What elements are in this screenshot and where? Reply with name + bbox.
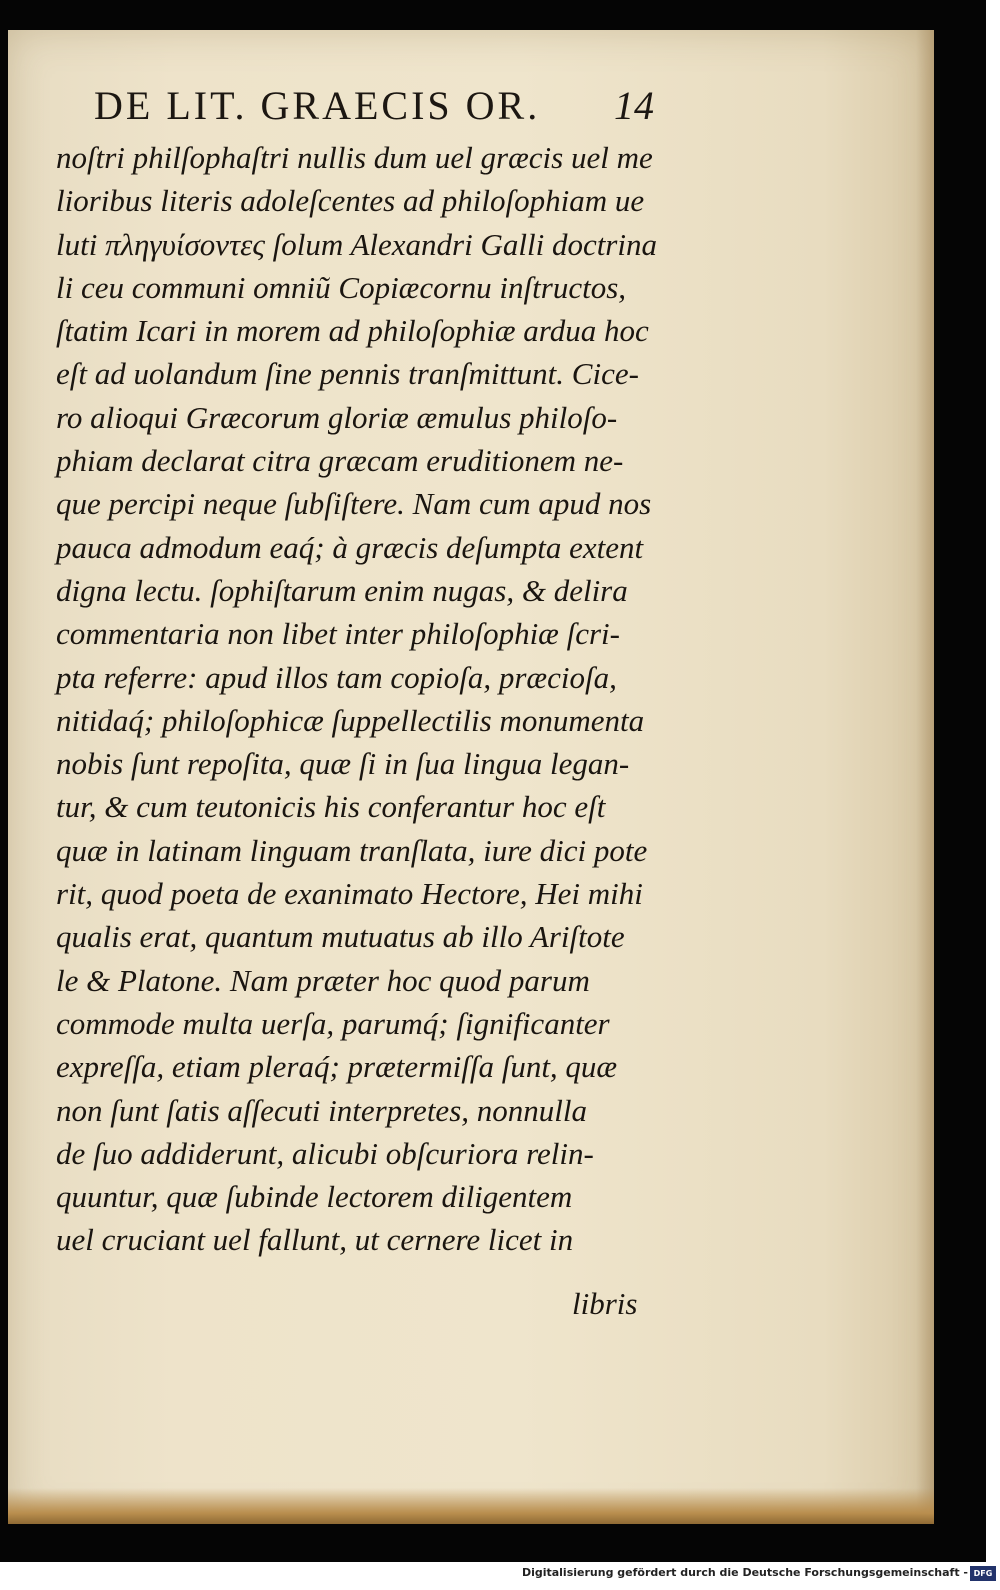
text-line: ro alioqui Græcorum gloriæ æmulus philoſo- [56, 399, 618, 435]
text-line: quæ in latinam linguam tranſlata, iure dici pote [56, 832, 648, 868]
text-line: quuntur, quæ ſubinde lectorem diligentem [56, 1179, 573, 1215]
running-head [94, 82, 654, 142]
text-line: uel cruciant uel fallunt, ut cernere licet in [56, 1222, 574, 1258]
catchword: libris [572, 1286, 638, 1321]
text-line: rit, quod poeta de exanimato Hectore, Hei mihi [56, 876, 643, 912]
text-line: luti πληγυίσοντες ſolum Alexandri Galli doctrina [56, 226, 657, 262]
text-block [56, 136, 696, 1262]
text-line: non ſunt ſatis aſſecuti interpretes, nonnulla [56, 1092, 587, 1128]
funding-credit: Digitalisierung gefördert durch die Deutsche Forschungsgemeinschaft - [521, 1566, 968, 1579]
text-line: le & Platone. Nam præter hoc quod parum [56, 962, 590, 998]
text-line: tur, & cum teutonicis his conferantur hoc eſt [56, 789, 606, 825]
text-line: noſtri philſophaſtri nullis dum uel græcis uel me [56, 140, 653, 175]
text-line: eſt ad uolandum ſine pennis tranſmittunt. Cice- [56, 356, 639, 392]
text-line: qualis erat, quantum mutuatus ab illo Ariſtote [56, 919, 625, 955]
running-title: DE LIT. GRAECIS OR. [94, 83, 541, 128]
text-line: de ſuo addiderunt, alicubi obſcuriora relin- [56, 1135, 594, 1171]
text-line: que percipi neque ſubſiſtere. Nam cum apud nos [56, 486, 652, 522]
footer-strip [0, 1562, 1000, 1590]
text-line: ſtatim Icari in morem ad philoſophiæ ardua hoc [56, 313, 649, 349]
text-line: pauca admodum eaq́; à græcis deſumpta extent [56, 529, 644, 565]
text-line: commode multa uerſa, parumq́; ſignificanter [56, 1005, 610, 1041]
text-line: pta referre: apud illos tam copioſa, præcioſa, [56, 659, 617, 695]
page-edge-right [916, 30, 934, 1524]
text-line: expreſſa, etiam pleraq́; prætermiſſa ſunt, quæ [56, 1049, 618, 1085]
text-line: lioribus literis adoleſcentes ad philoſophiam ue [56, 183, 645, 219]
text-line: phiam declarat citra græcam eruditionem ne- [56, 443, 624, 479]
text-line: commentaria non libet inter philoſophiæ ſcri- [56, 616, 620, 652]
page-number: 14 [614, 83, 654, 128]
text-line: li ceu communi omniũ Copiæcornu inſtructos, [56, 269, 627, 305]
text-line: nobis ſunt repoſita, quæ ſi in ſua lingua legan- [56, 746, 630, 782]
text-line: nitidaq́; philoſophicæ ſuppellectilis monumenta [56, 702, 645, 738]
text-line: digna lectu. ſophiſtarum enim nugas, & delira [56, 572, 628, 608]
book-page [8, 30, 934, 1524]
page-edge-bottom [8, 1488, 934, 1524]
dfg-logo: DFG [970, 1566, 996, 1581]
